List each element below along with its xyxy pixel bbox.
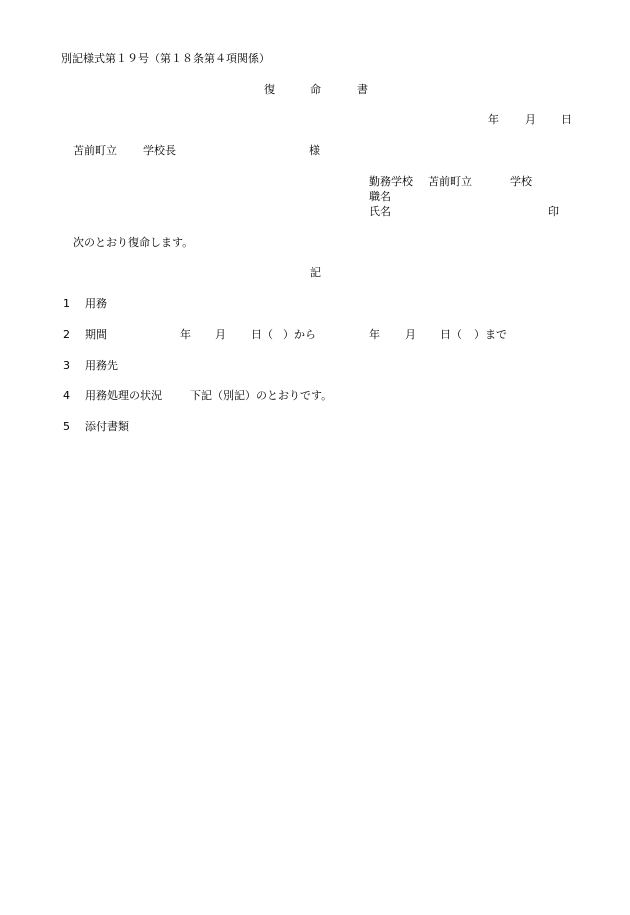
form-reference: 別記様式第１９号（第１８条第４項関係） — [61, 52, 270, 65]
name-label: 氏名 — [369, 205, 391, 218]
item-1-label: 用務 — [85, 297, 107, 310]
item-5-label: 添付書類 — [85, 420, 129, 433]
date-month: 月 — [525, 113, 536, 126]
period-from-year: 年 — [180, 328, 191, 341]
item-3-label: 用務先 — [85, 359, 118, 372]
date-year: 年 — [488, 113, 499, 126]
workplace-suffix: 学校 — [510, 175, 532, 188]
period-from-suffix: ）から — [283, 328, 316, 341]
position-label: 職名 — [369, 190, 391, 203]
title-char-3: 書 — [357, 83, 368, 96]
workplace-value: 苫前町立 — [428, 175, 472, 188]
period-to-year: 年 — [369, 328, 380, 341]
title-char-1: 復 — [264, 83, 275, 96]
intro-text: 次のとおり復命します。 — [73, 236, 194, 249]
item-1-number: 1 — [63, 297, 70, 310]
item-4-detail: 下記（別記）のとおりです。 — [190, 389, 333, 402]
title-char-2: 命 — [310, 83, 321, 96]
seal-mark: 印 — [548, 205, 559, 218]
addressee-school: 苫前町立 — [73, 144, 117, 157]
date-day: 日 — [561, 113, 572, 126]
addressee-principal: 学校長 — [143, 144, 176, 157]
item-4-label: 用務処理の状況 — [85, 389, 162, 402]
period-to-suffix: ）まで — [474, 328, 507, 341]
period-to-month: 月 — [405, 328, 416, 341]
item-5-number: 5 — [63, 420, 70, 433]
period-from-day: 日（ — [251, 328, 273, 341]
period-from-month: 月 — [215, 328, 226, 341]
workplace-label: 勤務学校 — [369, 175, 413, 188]
item-2-label: 期間 — [85, 328, 107, 341]
ki-heading: 記 — [310, 266, 321, 279]
item-3-number: 3 — [63, 359, 70, 372]
addressee-honorific: 様 — [309, 144, 320, 157]
period-to-day: 日（ — [440, 328, 462, 341]
item-4-number: 4 — [63, 389, 70, 402]
item-2-number: 2 — [63, 328, 70, 341]
